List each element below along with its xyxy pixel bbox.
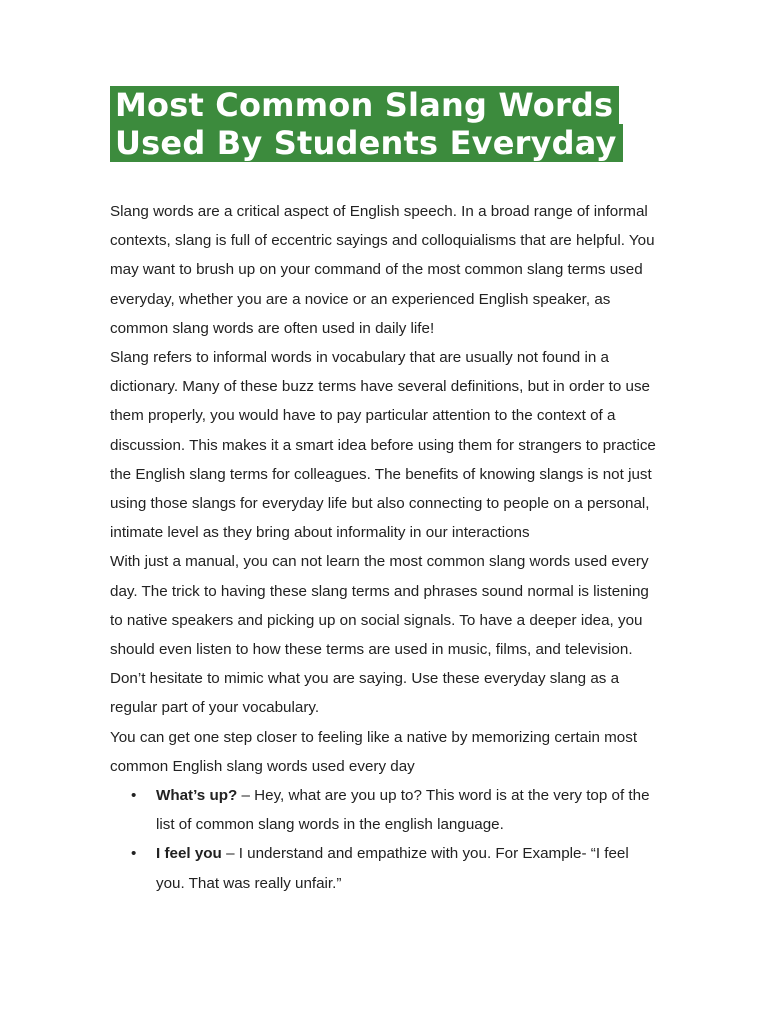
document-title <box>110 86 660 162</box>
paragraph-list-intro: You can get one step closer to feeling like a native by memorizing certain most common English slang words used every day <box>110 728 638 775</box>
bullet-icon: • <box>131 845 137 863</box>
slang-term: What’s up? <box>156 787 238 805</box>
slang-definition: – I understand and empathize with you. For Example- “I feel you. That was really unfair.” <box>156 845 629 892</box>
paragraph-definition: Slang refers to informal words in vocabulary that are usually not found in a dictionary. Many of these buzz terms have several definitions, but in order to use them properly, you would have to pay particular attention to the context of a discussion. This makes it a smart idea before using them for strangers to practice the English slang terms for colleagues. The benefits of knowing slangs is not just using those slangs for everyday life but also connecting to people on a personal, intimate level as they bring about informality in our interactions <box>110 349 656 542</box>
slang-term: I feel you <box>156 845 222 863</box>
bullet-icon: • <box>131 787 137 805</box>
paragraph-learning: With just a manual, you can not learn the most common slang words used every day. The trick to having these slang terms and phrases sound normal is listening to native speakers and picking up on social signals. To have a deeper idea, you should even listen to how these terms are used in music, films, and television. Don’t hesitate to mimic what you are saying. Use these everyday slang as a regular part of your vocabulary. <box>110 553 649 717</box>
list-item <box>110 839 660 897</box>
paragraph-intro: Slang words are a critical aspect of English speech. In a broad range of informal contexts, slang is full of eccentric sayings and colloquialisms that are helpful. You may want to brush up on your command of the most common slang terms used everyday, whether you are a novice or an experienced English speaker, as common slang words are often used in daily life! <box>110 203 655 337</box>
slang-list <box>110 781 660 898</box>
title-line-2: Used By Students Everyday <box>110 124 623 162</box>
slang-definition: – Hey, what are you up to? This word is at the very top of the list of common slang words in the english language. <box>156 787 650 834</box>
document-page <box>110 86 660 898</box>
document-body <box>110 197 660 898</box>
list-item <box>110 781 660 839</box>
title-line-1: Most Common Slang Words <box>110 86 619 124</box>
